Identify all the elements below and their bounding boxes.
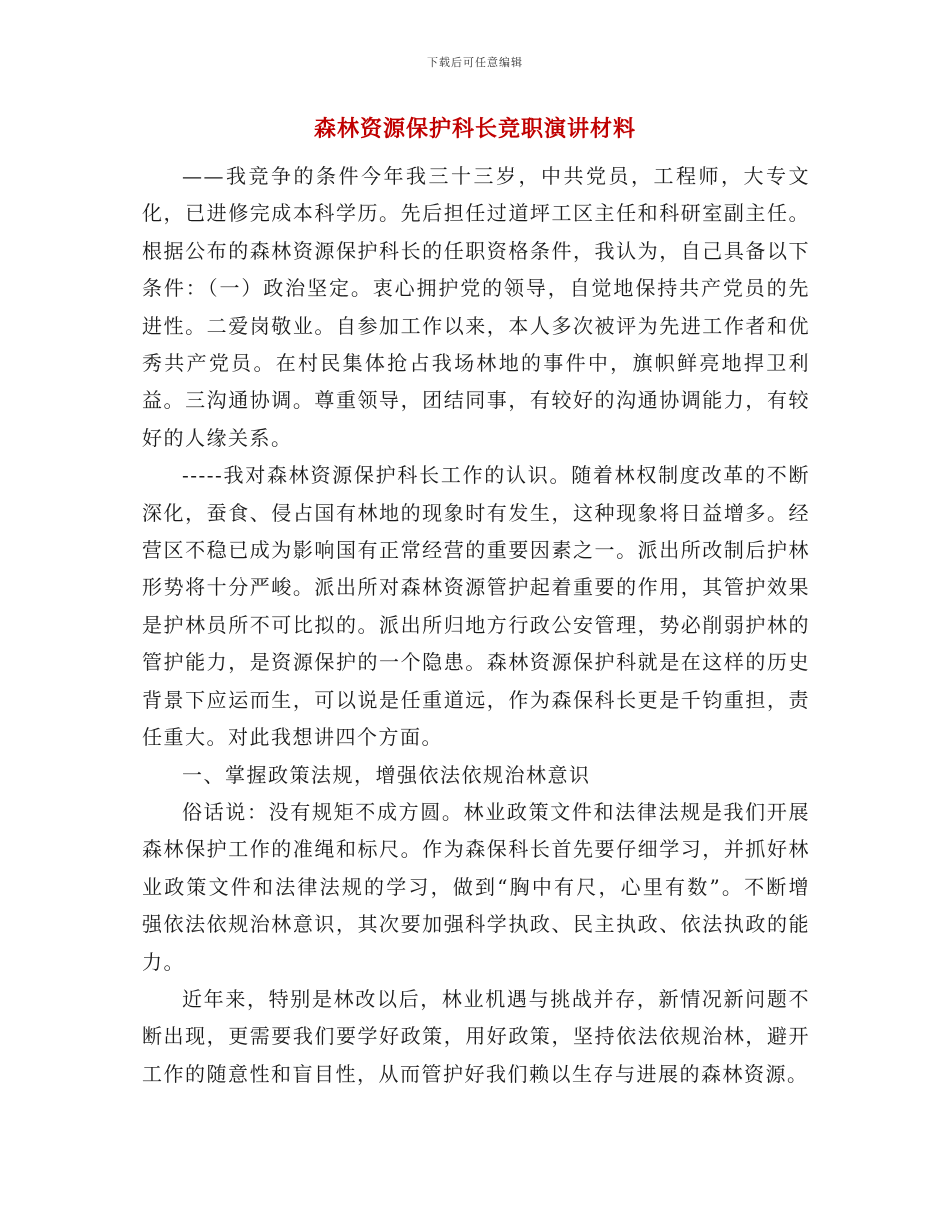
paragraph-understanding: -----我对森林资源保护科长工作的认识。随着林权制度改革的不断深化，蚕食、侵占国有林地的现象时有发生，这种现象将日益增多。经营区不稳已成为影响国有正常经营的重要因素之一。派出所改制后护林形势将十分严峻。派出所对森林资源管护起着重要的作用，其管护效果是护林员所不可比拟的。派出所归地方行政公安管理，势必削弱护林的管护能力，是资源保护的一个隐患。森林资源保护科就是在这样的历史背景下应运而生，可以说是任重道远，作为森保科长更是千钧重担，责任重大。对此我想讲四个方面。	[142, 463, 810, 750]
section-heading-1: 一、掌握政策法规，增强依法依规治林意识	[182, 762, 591, 787]
paragraph-regulations: 俗话说：没有规矩不成方圆。林业政策文件和法律法规是我们开展森林保护工作的准绳和标尺。作为森保科长首先要仔细学习，并抓好林业政策文件和法律法规的学习，做到“胸中有尺，心里有数”。不断增强依法依规治林意识，其次要加强科学执政、民主执政、依法执政的能力。	[142, 799, 810, 974]
paragraph-qualifications: ——我竞争的条件今年我三十三岁，中共党员，工程师，大专文化，已进修完成本科学历。先后担任过道坪工区主任和科研室副主任。根据公布的森林资源保护科长的任职资格条件，我认为，自己具备以下条件：（一）政治坚定。衷心拥护党的领导，自觉地保持共产党员的先进性。二爱岗敬业。自参加工作以来，本人多次被评为先进工作者和优秀共产党员。在村民集体抢占我场林地的事件中，旗帜鲜亮地捍卫利益。三沟通协调。尊重领导，团结同事，有较好的沟通协调能力，有较好的人缘关系。	[142, 164, 810, 450]
document-body	[142, 158, 810, 1093]
document-title: 森林资源保护科长竞职演讲材料	[313, 116, 636, 142]
paragraph-recent-years: 近年来，特别是林改以后，林业机遇与挑战并存，新情况新问题不断出现，更需要我们要学好政策，用好政策，坚持依法依规治林，避开工作的随意性和盲目性，从而管护好我们赖以生存与进展的森林资源。	[142, 986, 810, 1086]
header-note: 下载后可任意编辑	[427, 56, 523, 69]
